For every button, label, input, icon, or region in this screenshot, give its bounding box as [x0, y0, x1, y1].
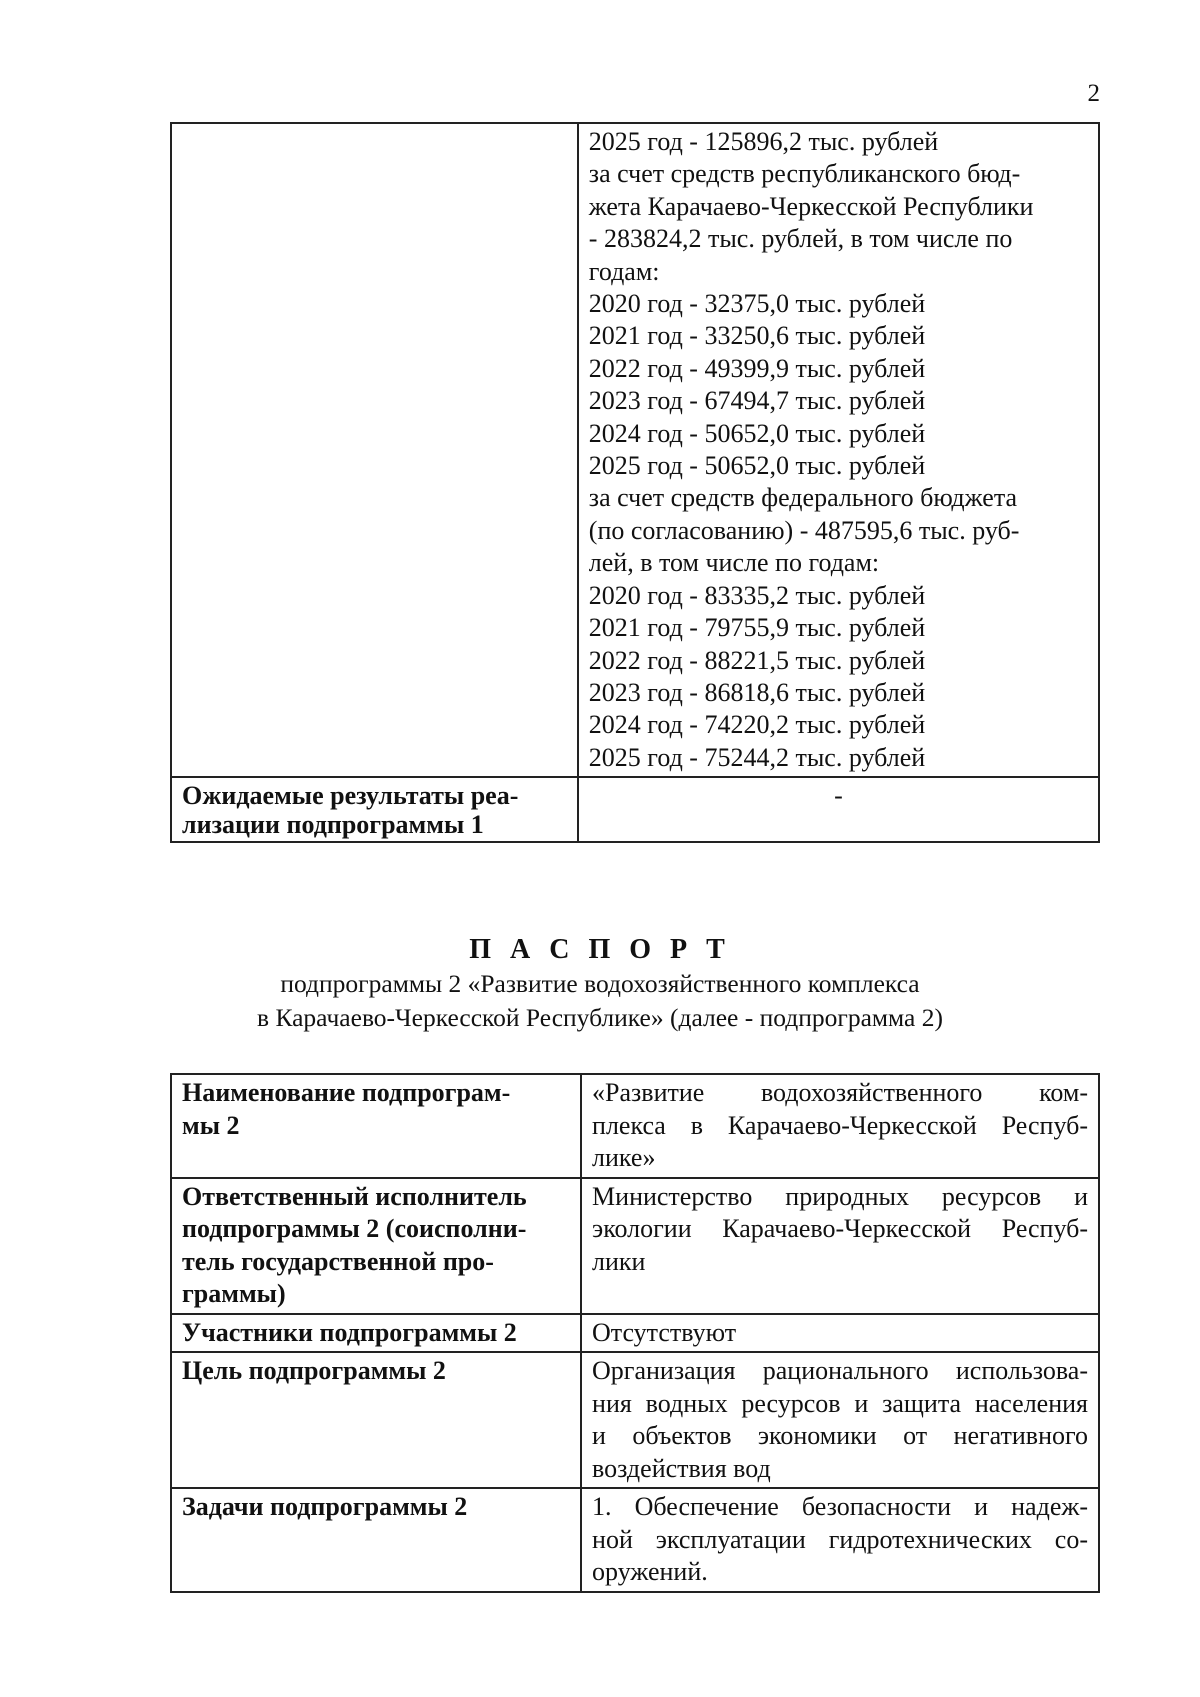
- passport-title: П А С П О Р Т: [469, 934, 731, 965]
- table-row: [171, 1314, 1099, 1353]
- row-value-line: лики: [592, 1246, 646, 1276]
- row-value: [581, 1178, 1099, 1314]
- funding-line: 2022 год - 88221,5 тыс. рублей: [588, 645, 926, 675]
- funding-line: 2020 год - 83335,2 тыс. рублей: [588, 580, 926, 610]
- table-row: [171, 1178, 1099, 1314]
- funding-line: 2025 год - 125896,2 тыс. рублей: [588, 127, 939, 156]
- row-label-line: граммы): [182, 1279, 286, 1308]
- funding-line: 2023 год - 67494,7 тыс. рублей: [588, 386, 926, 416]
- table-row: [171, 1074, 1099, 1178]
- passport-subtitle-line: в Карачаево-Черкесской Республике» (далее - подпрограмма 2): [257, 1003, 943, 1032]
- table-row: [171, 777, 1099, 842]
- row-value-line: Отсутствуют: [592, 1317, 737, 1347]
- funding-line: - 283824,2 тыс. рублей, в том числе по: [588, 224, 1013, 254]
- funding-line: за счет средств республиканского бюд-: [588, 159, 1021, 189]
- row-value-line: воздействия вод: [592, 1453, 771, 1483]
- funding-table: [170, 122, 1100, 843]
- page-number: 2: [1087, 80, 1100, 107]
- row-value-line: лике»: [592, 1143, 656, 1172]
- results-label-line: лизации подпрограммы 1: [182, 810, 484, 840]
- row-label-line: мы 2: [182, 1110, 240, 1140]
- funding-line: за счет средств федерального бюджета: [588, 483, 1018, 513]
- funding-line: 2024 год - 74220,2 тыс. рублей: [588, 710, 926, 740]
- row-label: [171, 1352, 581, 1488]
- funding-line: 2025 год - 50652,0 тыс. рублей: [588, 451, 926, 481]
- passport-heading: [0, 933, 1200, 1035]
- row-value-line: оружений.: [592, 1557, 708, 1586]
- row-value: [581, 1352, 1099, 1488]
- row-label: [171, 1178, 581, 1314]
- empty-label-cell: [171, 123, 578, 777]
- funding-line: 2021 год - 33250,6 тыс. рублей: [588, 321, 926, 351]
- row-label: [171, 1074, 581, 1178]
- row-value: [581, 1314, 1099, 1353]
- row-value: [581, 1074, 1099, 1178]
- row-value-line: экологии Карачаево-Черкесской Респуб-: [592, 1214, 1088, 1243]
- row-label-line: Цель подпрограммы 2: [182, 1356, 446, 1385]
- row-label-line: тель государственной про-: [182, 1246, 494, 1276]
- row-value: [581, 1488, 1099, 1592]
- results-label: [171, 777, 578, 842]
- table-row: [171, 1488, 1099, 1592]
- funding-line: 2023 год - 86818,6 тыс. рублей: [588, 677, 926, 707]
- row-label-line: подпрограммы 2 (соисполни-: [182, 1214, 527, 1243]
- row-label: [171, 1314, 581, 1353]
- passport-subtitle-line: подпрограммы 2 «Развитие водохозяйственного комплекса: [280, 969, 920, 998]
- table-row: [171, 1352, 1099, 1488]
- table-row: [171, 123, 1099, 777]
- row-value-line: и объектов экономики от негативного: [592, 1421, 1088, 1450]
- funding-line: 2021 год - 79755,9 тыс. рублей: [588, 613, 926, 643]
- funding-line: 2022 год - 49399,9 тыс. рублей: [588, 353, 926, 383]
- funding-line: 2020 год - 32375,0 тыс. рублей: [588, 289, 926, 319]
- funding-line: (по согласованию) - 487595,6 тыс. руб-: [588, 515, 1020, 545]
- row-value-line: 1. Обеспечение безопасности и надеж-: [592, 1492, 1088, 1521]
- funding-line: 2024 год - 50652,0 тыс. рублей: [588, 418, 926, 448]
- row-value-line: плекса в Карачаево-Черкесской Респуб-: [592, 1110, 1088, 1140]
- row-label: [171, 1488, 581, 1592]
- row-label-line: Наименование подпрограм-: [182, 1078, 511, 1107]
- row-value-line: ной эксплуатации гидротехнических со-: [592, 1524, 1088, 1554]
- row-value-line: Министерство природных ресурсов и: [592, 1181, 1088, 1211]
- row-value-line: ния водных ресурсов и защита населения: [592, 1388, 1088, 1418]
- row-label-line: Участники подпрограммы 2: [182, 1317, 517, 1347]
- row-label-line: Ответственный исполнитель: [182, 1181, 527, 1211]
- funding-line: 2025 год - 75244,2 тыс. рублей: [588, 742, 926, 772]
- results-label-line: Ожидаемые результаты реа-: [182, 781, 519, 811]
- funding-line: жета Карачаево-Черкесской Республики: [588, 191, 1034, 221]
- row-value-line: «Развитие водохозяйственного ком-: [592, 1078, 1088, 1107]
- row-value-line: Организация рационального использова-: [592, 1356, 1088, 1385]
- funding-line: лей, в том числе по годам:: [588, 548, 880, 578]
- results-value: -: [578, 777, 1099, 842]
- funding-cell: [578, 123, 1099, 777]
- row-label-line: Задачи подпрограммы 2: [182, 1492, 468, 1521]
- passport-table: [170, 1073, 1100, 1593]
- funding-line: годам:: [588, 256, 660, 286]
